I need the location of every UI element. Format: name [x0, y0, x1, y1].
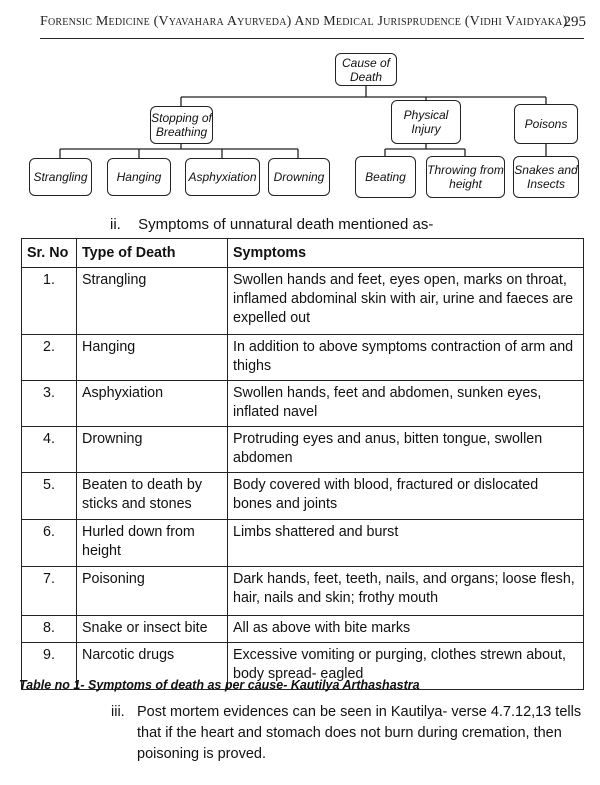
- cell-type: Hurled down from height: [77, 520, 228, 567]
- cell-sr-no: 1.: [22, 268, 77, 335]
- cell-symptoms: All as above with bite marks: [228, 616, 584, 643]
- cell-symptoms: Swollen hands and feet, eyes open, marks on throat, inflamed abdominal skin with air, urine and faeces are expelled out: [228, 268, 584, 335]
- cell-sr-no: 5.: [22, 473, 77, 520]
- cell-symptoms: Body covered with blood, fractured or dislocated bones and joints: [228, 473, 584, 520]
- table-row: [22, 567, 584, 616]
- symptoms-table: [21, 238, 584, 690]
- header-rule: [40, 38, 584, 39]
- node-physical-injury: Physical Injury: [391, 100, 461, 144]
- running-head-title: Forensic Medicine (Vyavahara Ayurveda) And Medical Jurisprudence (Vidhi Vaidyaka): [40, 14, 568, 29]
- cell-sr-no: 4.: [22, 427, 77, 473]
- node-poisons: Poisons: [514, 104, 578, 144]
- table-row: [22, 268, 584, 335]
- cell-symptoms: Excessive vomiting or purging, clothes strewn about, body spread- eagled: [228, 643, 584, 690]
- node-snakes-and-insects: Snakes and Insects: [513, 156, 579, 198]
- cell-sr-no: 7.: [22, 567, 77, 616]
- section-iii-text: Post mortem evidences can be seen in Kautilya- verse 4.7.12,13 tells that if the heart and stomach does not burn during cremation, then poisoning is proved.: [137, 704, 582, 762]
- table-row: [22, 381, 584, 427]
- cell-type: Strangling: [77, 268, 228, 335]
- cell-symptoms: Swollen hands, feet and abdomen, sunken eyes, inflated navel: [228, 381, 584, 427]
- page-number: 295: [563, 14, 586, 30]
- cell-symptoms: Limbs shattered and burst: [228, 520, 584, 567]
- cell-sr-no: 6.: [22, 520, 77, 567]
- section-iii-paragraph: [111, 702, 587, 765]
- table-header-row: [22, 239, 584, 268]
- column-header-sr-no: Sr. No: [22, 239, 77, 268]
- table-caption: Table no 1- Symptoms of death as per cause- Kautilya Arthashastra: [19, 678, 420, 692]
- page-header: [0, 0, 600, 40]
- table-row: [22, 473, 584, 520]
- node-beating: Beating: [355, 156, 416, 198]
- cell-type: Asphyxiation: [77, 381, 228, 427]
- node-drowning: Drowning: [268, 158, 330, 196]
- column-header-symptoms: Symptoms: [228, 239, 584, 268]
- node-stopping-of-breathing: Stopping of Breathing: [150, 106, 213, 144]
- node-asphyxiation: Asphyxiation: [185, 158, 260, 196]
- table-row: [22, 335, 584, 381]
- node-hanging: Hanging: [107, 158, 171, 196]
- cell-type: Narcotic drugs: [77, 643, 228, 690]
- cell-type: Beaten to death by sticks and stones: [77, 473, 228, 520]
- node-cause-of-death: Cause of Death: [335, 53, 397, 86]
- cell-symptoms: Protruding eyes and anus, bitten tongue, swollen abdomen: [228, 427, 584, 473]
- cell-symptoms: In addition to above symptoms contraction of arm and thighs: [228, 335, 584, 381]
- section-iii-number: iii.: [111, 704, 125, 720]
- column-header-type-of-death: Type of Death: [77, 239, 228, 268]
- cell-type: Drowning: [77, 427, 228, 473]
- section-ii-heading: [110, 216, 433, 233]
- cell-type: Snake or insect bite: [77, 616, 228, 643]
- section-ii-number: ii.: [110, 216, 121, 233]
- cause-of-death-diagram: [0, 42, 600, 212]
- cell-symptoms: Dark hands, feet, teeth, nails, and organs; loose flesh, hair, nails and skin; frothy mouth: [228, 567, 584, 616]
- node-throwing-from-height: Throwing from height: [426, 156, 505, 198]
- cell-sr-no: 8.: [22, 616, 77, 643]
- cell-type: Hanging: [77, 335, 228, 381]
- node-strangling: Strangling: [29, 158, 92, 196]
- cell-sr-no: 2.: [22, 335, 77, 381]
- table-row: [22, 427, 584, 473]
- section-ii-text: Symptoms of unnatural death mentioned as-: [138, 216, 434, 233]
- table-row: [22, 616, 584, 643]
- cell-type: Poisoning: [77, 567, 228, 616]
- cell-sr-no: 3.: [22, 381, 77, 427]
- table-row: [22, 520, 584, 567]
- cell-sr-no: 9.: [22, 643, 77, 690]
